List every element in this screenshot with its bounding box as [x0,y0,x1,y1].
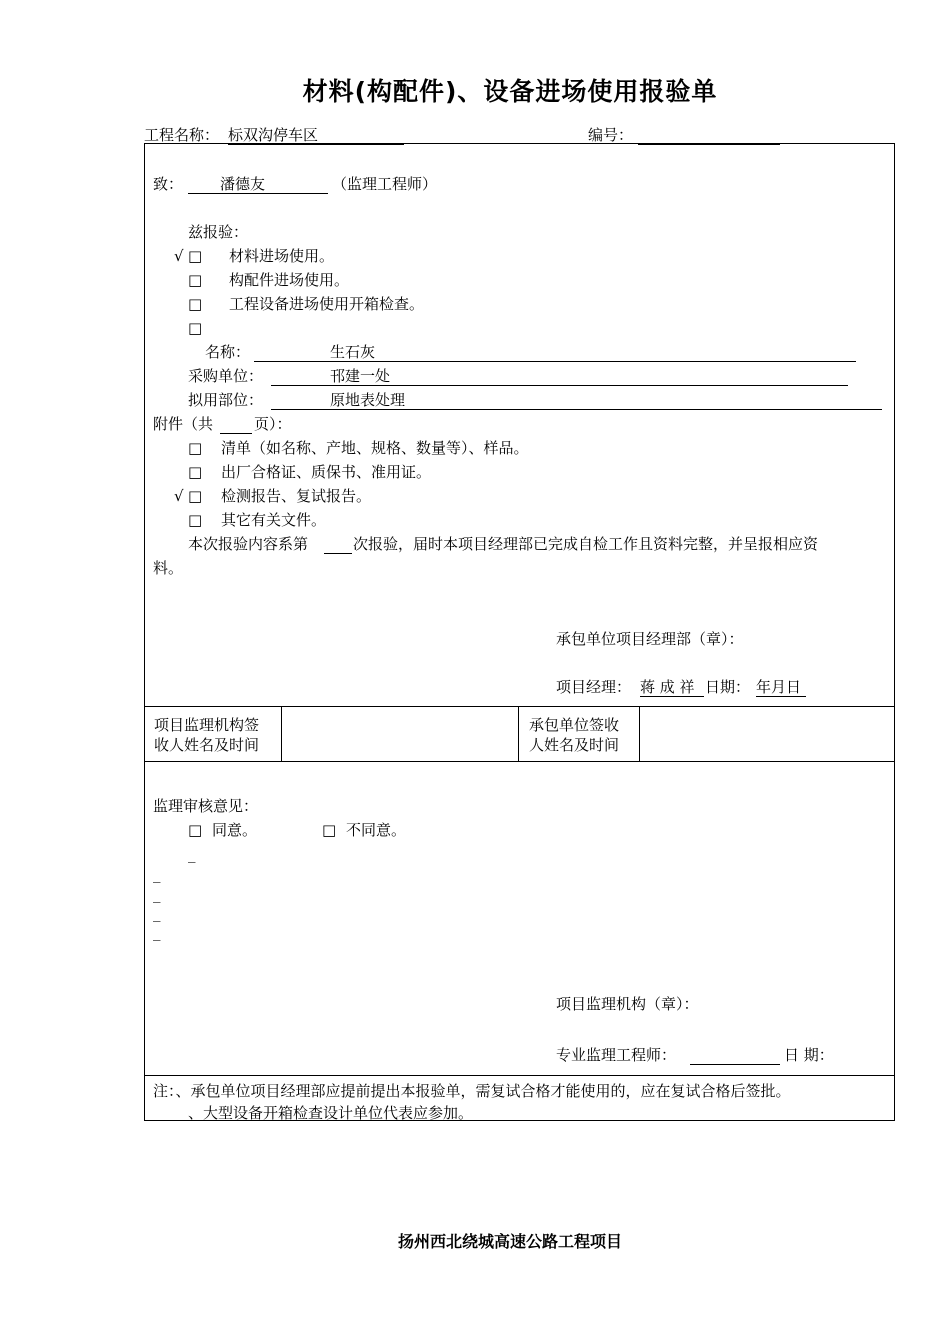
attachment-4-checkbox[interactable]: □ [188,511,203,529]
receipt-col-2 [518,706,519,761]
attachments-label-prefix: 附件（共 [153,415,214,433]
supervision-receipt-label-line1: 项目监理机构签 [154,716,260,734]
attachment-1-checkbox[interactable]: □ [188,439,203,457]
option-4-checkbox[interactable]: □ [188,319,203,337]
contractor-date-label: 日期： [705,678,751,696]
review-date-label: 日 期： [784,1046,834,1064]
manager-name: 蒋 成 祥 [640,677,704,697]
attachment-2-label: 出厂合格证、质保书、准用证。 [221,463,432,481]
divider-receipt-bottom [144,761,895,762]
option-1-checkmark: √ [174,247,184,265]
supervisor-name: 潘德友 [188,174,328,194]
option-1-label: 材料进场使用。 [229,247,335,265]
review-label: 监理审核意见： [153,797,259,815]
agree-label: 同意。 [212,821,258,839]
option-2-checkbox[interactable]: □ [188,271,203,289]
review-blank-line: _ [153,885,161,903]
statement-part3: 料。 [153,559,184,577]
review-blank-line: _ [153,865,161,883]
contractor-receipt-label-line2: 人姓名及时间 [529,736,620,754]
material-name-value: 生石灰 [254,342,856,362]
review-blank-line: _ [153,904,161,922]
receipt-col-3 [639,706,640,761]
engineer-label: 专业监理工程师： [556,1046,677,1064]
option-1-checkbox[interactable]: □ [188,247,203,265]
material-name-label: 名称： [205,343,251,361]
note-line-1: 注：、承包单位项目经理部应提前提出本报验单，需复试合格才能使用的，应在复试合格后签批。 [153,1082,791,1100]
purchaser-label: 采购单位： [188,367,264,385]
attachment-3-checkmark: √ [174,487,184,505]
attachments-label-suffix: 页）： [254,415,292,433]
receipt-col-1 [281,706,282,761]
contractor-seal-label: 承包单位项目经理部（章）： [556,630,744,648]
attachment-1-label: 清单（如名称、产地、规格、数量等）、样品。 [221,439,529,457]
option-3-label: 工程设备进场使用开箱检查。 [229,295,425,313]
manager-label: 项目经理： [556,678,632,696]
attachment-4-label: 其它有关文件。 [221,511,327,529]
disagree-checkbox[interactable]: □ [322,821,337,839]
review-blank-line: _ [153,923,161,941]
supervision-seal-label: 项目监理机构（章）： [556,995,699,1013]
footer-organization: 扬州西北绕城高速公路工程项目 [397,1232,622,1251]
number-value [638,125,780,145]
attachments-page-count [220,414,252,434]
divider-receipt-top [144,706,895,707]
disagree-label: 不同意。 [346,821,407,839]
option-2-label: 构配件进场使用。 [229,271,350,289]
contractor-date-value: 年月日 [756,677,806,697]
attachment-3-label: 检测报告、复试报告。 [221,487,372,505]
location-value: 原地表处理 [271,390,882,410]
to-prefix: 致： [153,175,184,193]
agree-checkbox[interactable]: □ [188,821,203,839]
note-line-2: 、大型设备开箱检查设计单位代表应参加。 [188,1104,474,1122]
engineer-signature-field [690,1045,780,1065]
option-3-checkbox[interactable]: □ [188,295,203,313]
supervisor-role: （监理工程师） [332,175,438,193]
report-intro: 兹报验： [188,223,249,241]
document-title: 材料(构配件)、设备进场使用报验单 [302,77,718,106]
statement-part2: 次报验，届时本项目经理部已完成自检工作且资料完整，并呈报相应资 [353,535,819,553]
supervision-receipt-label-line2: 收人姓名及时间 [154,736,260,754]
number-label: 编号： [588,126,634,144]
purchaser-value: 邗建一处 [271,366,848,386]
review-blank-line: _ [188,845,196,863]
statement-count [324,534,352,554]
statement-part1: 本次报验内容系第 [188,535,309,553]
attachment-3-checkbox[interactable]: □ [188,487,203,505]
project-name-value: 标双沟停车区 [228,125,404,145]
attachment-2-checkbox[interactable]: □ [188,463,203,481]
project-name-label: 工程名称： [144,126,220,144]
contractor-receipt-label-line1: 承包单位签收 [529,716,620,734]
divider-notes [144,1075,895,1076]
location-label: 拟用部位： [188,391,264,409]
